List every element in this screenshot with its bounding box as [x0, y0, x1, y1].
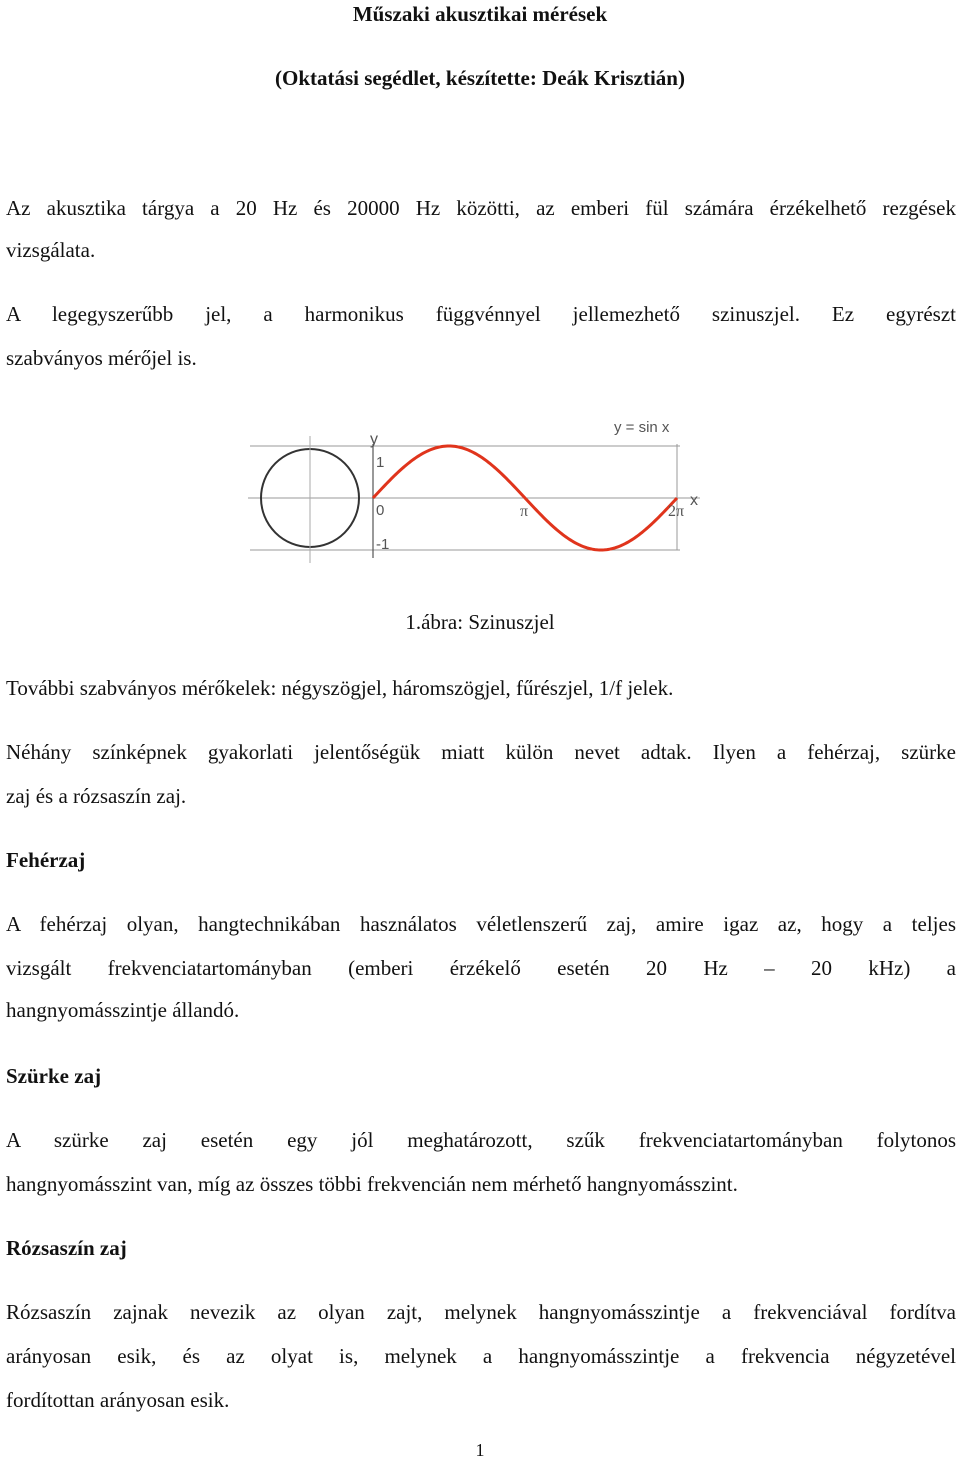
pink-noise-line-2: arányosan esik, és az olyat is, melynek a hangnyomásszintje a frekvencia négyzetével: [6, 1344, 956, 1368]
document-subtitle: (Oktatási segédlet, készítette: Deák Krisztián): [275, 66, 685, 90]
white-noise-line-3: hangnyomásszintje állandó.: [6, 998, 240, 1022]
grey-noise-heading: Szürke zaj: [6, 1064, 102, 1088]
intro-line-2: vizsgálata.: [6, 238, 96, 262]
intro-line-1: Az akusztika tárgya a 20 Hz és 20000 Hz közötti, az emberi fül számára érzékelhető rezgések: [6, 196, 956, 220]
tick-label-two-pi: 2π: [668, 503, 685, 520]
sine-wave-figure: [240, 408, 710, 578]
page-number: 1: [475, 1440, 485, 1460]
grey-noise-line-1: A szürke zaj esetén egy jól meghatározott, szűk frekvenciatartományban folytonos: [6, 1128, 956, 1152]
y-axis-label: y: [370, 431, 378, 448]
tick-label-one: 1: [376, 454, 385, 471]
x-axis-label: x: [690, 492, 698, 509]
sine-paragraph-line-1: A legegyszerűbb jel, a harmonikus függvénnyel jellemezhető szinuszjel. Ez egyrészt: [6, 302, 956, 326]
white-noise-line-2: vizsgált frekvenciatartományban (emberi érzékelő esetén 20 Hz – 20 kHz) a: [6, 956, 956, 980]
tick-label-pi: π: [520, 503, 529, 520]
figure-caption: 1.ábra: Szinuszjel: [405, 610, 555, 634]
spectra-paragraph-line-1: Néhány színképnek gyakorlati jelentőségük miatt külön nevet adtak. Ilyen a fehérzaj, szürke: [6, 740, 956, 764]
document-title: Műszaki akusztikai mérések: [352, 2, 608, 26]
formula-label: y = sin x: [614, 419, 670, 436]
white-noise-heading: Fehérzaj: [6, 848, 86, 872]
tick-label-zero: 0: [376, 502, 385, 519]
standard-signals-paragraph: További szabványos mérőkelek: négyszögjel, háromszögjel, fűrészjel, 1/f jelek.: [6, 676, 674, 700]
pink-noise-heading: Rózsaszín zaj: [6, 1236, 127, 1260]
spectra-paragraph-line-2: zaj és a rózsaszín zaj.: [6, 784, 187, 808]
grey-noise-line-2: hangnyomásszint van, míg az összes többi frekvencián nem mérhető hangnyomásszint.: [6, 1172, 738, 1196]
pink-noise-line-3: fordítottan arányosan esik.: [6, 1388, 230, 1412]
white-noise-line-1: A fehérzaj olyan, hangtechnikában használatos véletlenszerű zaj, amire igaz az, hogy a teljes: [6, 912, 956, 936]
tick-label-minus-one: -1: [376, 536, 390, 553]
pink-noise-line-1: Rózsaszín zajnak nevezik az olyan zajt, melynek hangnyomásszintje a frekvenciával fordítva: [6, 1300, 956, 1324]
sine-paragraph-line-2: szabványos mérőjel is.: [6, 346, 197, 370]
